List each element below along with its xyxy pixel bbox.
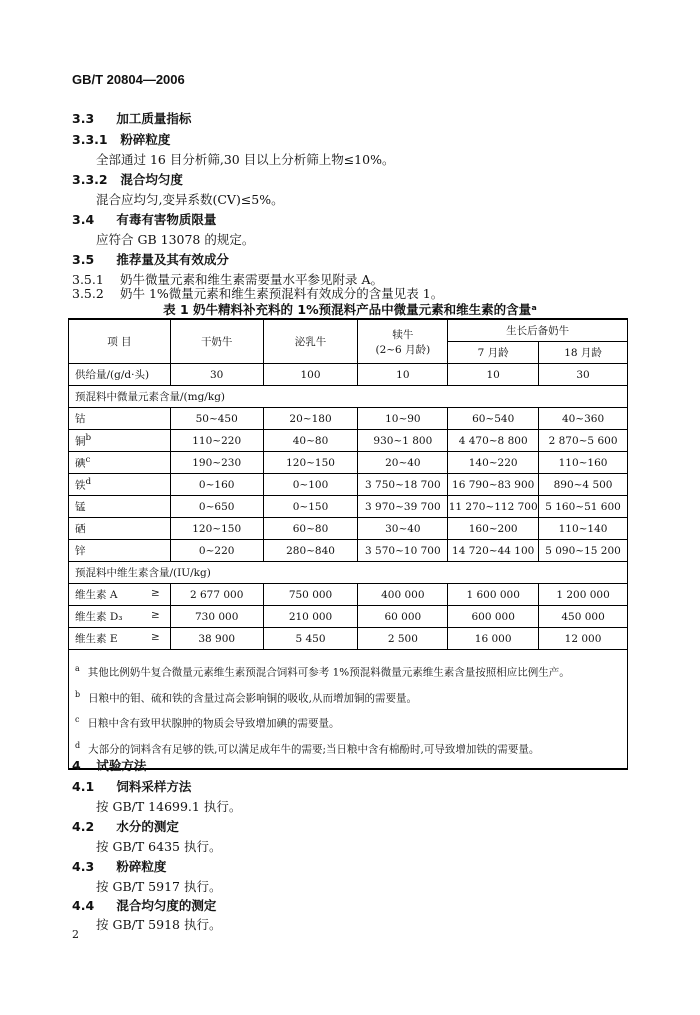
page-number: 2 (72, 928, 79, 941)
cell: 2 500 (358, 628, 448, 650)
header-calf-label: 犊牛 (392, 328, 414, 341)
cell: 38 900 (170, 628, 263, 650)
row-label: 维生素 E ≥ (69, 628, 171, 650)
table-row (69, 584, 628, 606)
cell: 210 000 (263, 606, 358, 628)
cell: 2 677 000 (170, 584, 263, 606)
cell: 16 000 (448, 628, 539, 650)
section-3-3-2-text: 混合应均匀,变异系数(CV)≤5%。 (96, 192, 284, 207)
table-footnotes (69, 650, 628, 770)
table-row (69, 408, 628, 430)
cell: 160~200 (448, 518, 539, 540)
header-lactating: 泌乳牛 (263, 319, 358, 364)
cell: 60~80 (263, 518, 358, 540)
section-3-3-1 (72, 130, 170, 148)
cell: 110~160 (539, 452, 628, 474)
cell: 40~80 (263, 430, 358, 452)
cell: 30~40 (358, 518, 448, 540)
standard-code: GB/T 20804—2006 (72, 72, 185, 87)
row-label: 硒 (69, 518, 171, 540)
row-label: 锌 (69, 540, 171, 562)
section-number: 4.1 (72, 779, 95, 794)
row-label: 锰 (69, 496, 171, 518)
row-label: 维生素 A ≥ (69, 584, 171, 606)
cell: 190~230 (170, 452, 263, 474)
section-title: 水分的测定 (116, 819, 179, 834)
cell: 2 870~5 600 (539, 430, 628, 452)
section-3-4-text: 应符合 GB 13078 的规定。 (96, 232, 255, 247)
cell: 10~90 (358, 408, 448, 430)
cell: 0~650 (170, 496, 263, 518)
row-label: 铜$^b$ (69, 430, 171, 452)
cell: 730 000 (170, 606, 263, 628)
cell: 40~360 (539, 408, 628, 430)
cell: 930~1 800 (358, 430, 448, 452)
section-4-4 (72, 896, 216, 914)
table-row (69, 430, 628, 452)
cell: 0~100 (263, 474, 358, 496)
footnote-b: $^b$ 日粮中的钼、硫和铁的含量过高会影响铜的吸收,从而增加铜的需要量。 (75, 689, 417, 704)
row-label: 铁$^d$ (69, 474, 171, 496)
cell: 110~220 (170, 430, 263, 452)
section-4-1 (72, 777, 191, 795)
section-3-4 (72, 210, 216, 228)
supply-row (69, 364, 628, 386)
section-title: 加工质量指标 (116, 111, 192, 126)
section-3-5 (72, 250, 229, 268)
cell: 3 970~39 700 (358, 496, 448, 518)
trace-element-vitamin-table (68, 318, 628, 770)
section-title: 有毒有害物质限量 (116, 212, 217, 227)
header-calf-age: (2~6 月龄) (375, 343, 431, 356)
section-number: 3.5.1 (72, 272, 104, 287)
section-text: 奶牛 1%微量元素和维生素预混料有效成分的含量见表 1。 (119, 286, 444, 301)
cell: 10 (358, 364, 448, 386)
section-4-2 (72, 817, 179, 835)
table-row (69, 518, 628, 540)
section-text: 奶牛微量元素和维生素需要量水平参见附录 A。 (119, 272, 383, 287)
table-row (69, 452, 628, 474)
section-title: 混合均匀度 (120, 172, 183, 187)
row-label: 供给量/(g/d·头) (69, 364, 171, 386)
cell: 5 450 (263, 628, 358, 650)
section-number: 3.4 (72, 212, 95, 227)
section-4-3-text: 按 GB/T 5917 执行。 (96, 879, 222, 894)
vitamin-section-heading: 预混料中维生素含量/(IU/kg) (69, 562, 628, 584)
cell: 0~160 (170, 474, 263, 496)
cell: 5 090~15 200 (539, 540, 628, 562)
cell: 10 (448, 364, 539, 386)
cell: 110~140 (539, 518, 628, 540)
table-row (69, 540, 628, 562)
cell: 450 000 (539, 606, 628, 628)
cell: 50~450 (170, 408, 263, 430)
table-row (69, 628, 628, 650)
cell: 140~220 (448, 452, 539, 474)
cell: 5 160~51 600 (539, 496, 628, 518)
section-title: 混合均匀度的测定 (116, 898, 217, 913)
section-number: 4.4 (72, 898, 95, 913)
cell: 30 (539, 364, 628, 386)
section-number: 3.3.2 (72, 172, 108, 187)
header-7-months: 7 月龄 (448, 342, 539, 364)
section-3-3-2 (72, 170, 183, 188)
section-number: 3.5.2 (72, 286, 104, 301)
section-number: 4.3 (72, 859, 95, 874)
cell: 20~40 (358, 452, 448, 474)
section-title: 粉碎粒度 (120, 132, 171, 147)
header-dry-cow: 干奶牛 (170, 319, 263, 364)
cell: 3 570~10 700 (358, 540, 448, 562)
cell: 4 470~8 800 (448, 430, 539, 452)
cell: 120~150 (170, 518, 263, 540)
section-number: 3.5 (72, 252, 95, 267)
header-heifer: 生长后备奶牛 (448, 319, 628, 342)
table-row (69, 496, 628, 518)
cell: 0~220 (170, 540, 263, 562)
header-calf (358, 319, 448, 364)
table-row (69, 606, 628, 628)
cell: 1 200 000 (539, 584, 628, 606)
section-4-3 (72, 857, 166, 875)
table-title: 表 1 奶牛精料补充料的 1%预混料产品中微量元素和维生素的含量ᵃ (163, 302, 537, 317)
section-title: 饲料采样方法 (116, 779, 192, 794)
footnote-a: $^a$ 其他比例奶牛复合微量元素维生素预混合饲料可参考 1%预混料微量元素维生素含量按照相应比例生产。 (75, 664, 570, 679)
section-4-2-text: 按 GB/T 6435 执行。 (96, 839, 222, 854)
cell: 30 (170, 364, 263, 386)
table-row (69, 474, 628, 496)
cell: 280~840 (263, 540, 358, 562)
section-title: 推荐量及其有效成分 (116, 252, 229, 267)
section-title: 试验方法 (96, 758, 147, 773)
row-label: 钴 (69, 408, 171, 430)
header-item: 项 目 (69, 319, 171, 364)
section-number: 3.3.1 (72, 132, 108, 147)
cell: 60~540 (448, 408, 539, 430)
row-label: 维生素 D₃ ≥ (69, 606, 171, 628)
section-number: 4 (72, 758, 81, 773)
footnote-d: $^d$ 大部分的饲料含有足够的铁,可以满足成年牛的需要;当日粮中含有棉酚时,可导致增加铁的需要量。 (75, 740, 540, 755)
cell: 600 000 (448, 606, 539, 628)
cell: 100 (263, 364, 358, 386)
cell: 750 000 (263, 584, 358, 606)
section-number: 3.3 (72, 111, 95, 126)
cell: 400 000 (358, 584, 448, 606)
cell: 60 000 (358, 606, 448, 628)
row-label: 碘$^c$ (69, 452, 171, 474)
cell: 3 750~18 700 (358, 474, 448, 496)
cell: 890~4 500 (539, 474, 628, 496)
header-18-months: 18 月龄 (539, 342, 628, 364)
section-3-3-1-text: 全部通过 16 目分析筛,30 目以上分析筛上物≤10%。 (96, 152, 395, 167)
cell: 1 600 000 (448, 584, 539, 606)
cell: 12 000 (539, 628, 628, 650)
section-number: 4.2 (72, 819, 95, 834)
section-4-1-text: 按 GB/T 14699.1 执行。 (96, 799, 242, 814)
section-title: 粉碎粒度 (116, 859, 167, 874)
section-4 (72, 756, 146, 774)
trace-section-heading: 预混料中微量元素含量/(mg/kg) (69, 386, 628, 408)
cell: 0~150 (263, 496, 358, 518)
section-4-4-text: 按 GB/T 5918 执行。 (96, 917, 222, 932)
footnote-c: $^c$ 日粮中含有致甲状腺肿的物质会导致增加碘的需要量。 (75, 715, 340, 730)
cell: 16 790~83 900 (448, 474, 539, 496)
section-3-3 (72, 109, 191, 127)
cell: 120~150 (263, 452, 358, 474)
cell: 20~180 (263, 408, 358, 430)
cell: 14 720~44 100 (448, 540, 539, 562)
cell: 11 270~112 700 (448, 496, 539, 518)
